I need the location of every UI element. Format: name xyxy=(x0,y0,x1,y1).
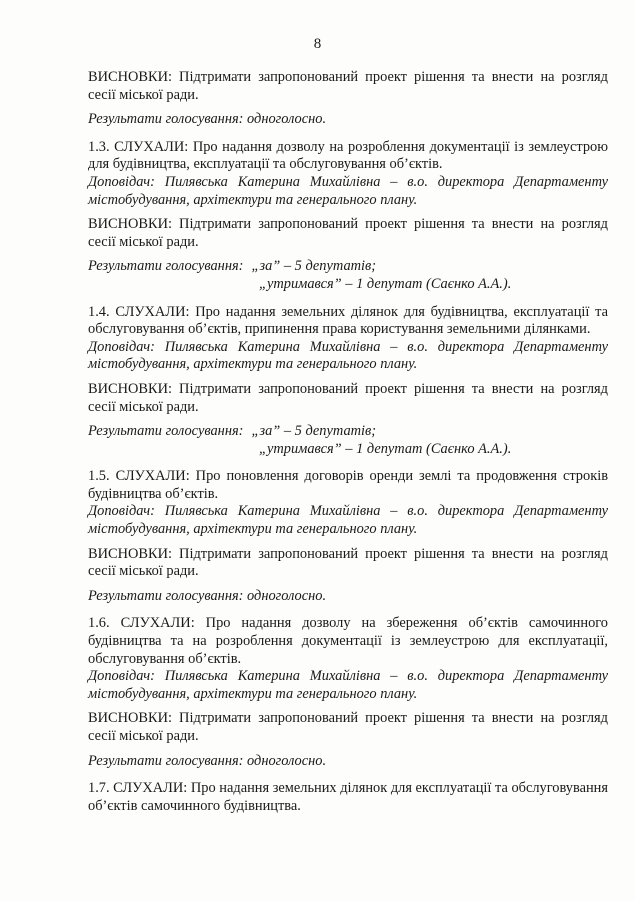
vote-result: Результати голосування: одноголосно. xyxy=(88,111,327,128)
speaker-text: Доповідач: Пилявська Катерина Михайлівна – в.о. директора Департаменту містобудування, архітектури та генерального плану. xyxy=(88,503,608,538)
heard-item-1-7: 1.7. СЛУХАЛИ: Про надання земельних ділянок для експлуатації та обслуговування об’єктів самочинного будівництва. xyxy=(88,780,608,814)
speaker-text: Доповідач: Пилявська Катерина Михайлівна – в.о. директора Департаменту містобудування, архітектури та генерального плану. xyxy=(88,173,608,208)
conclusion-text: ВИСНОВКИ: Підтримати запропонований проект рішення та внести на розгляд сесії міської ради. xyxy=(88,380,608,415)
conclusion-text: ВИСНОВКИ: Підтримати запропонований проект рішення та внести на розгляд сесії міської ради. xyxy=(88,710,608,744)
vote-abstain: „утримався” – 1 депутат (Саєнко А.А.). xyxy=(259,440,512,457)
vote-result xyxy=(88,423,608,441)
document-body xyxy=(88,69,608,815)
vote-for: „за” – 5 депутатів; xyxy=(251,258,377,275)
vote-label: Результати голосування: xyxy=(88,258,244,275)
page-number: 8 xyxy=(313,36,322,52)
speaker-text: Доповідач: Пилявська Катерина Михайлівна – в.о. директора Департаменту містобудування, архітектури та генерального плану. xyxy=(88,338,608,373)
vote-values xyxy=(243,258,376,276)
vote-values-second xyxy=(88,276,608,294)
conclusion-text: ВИСНОВКИ: Підтримати запропонований проект рішення та внести на розгляд сесії міської ради. xyxy=(88,545,608,580)
conclusion-text: ВИСНОВКИ: Підтримати запропонований проект рішення та внести на розгляд сесії міської ради. xyxy=(88,216,608,250)
vote-abstain: „утримався” – 1 депутат (Саєнко А.А.). xyxy=(259,275,512,292)
vote-result: Результати голосування: одноголосно. xyxy=(88,752,327,769)
vote-values xyxy=(243,423,376,441)
vote-for: „за” – 5 депутатів; xyxy=(251,423,377,440)
vote-values-second xyxy=(88,441,608,459)
speaker-text: Доповідач: Пилявська Катерина Михайлівна – в.о. директора Департаменту містобудування, архітектури та генерального плану. xyxy=(88,668,608,702)
vote-result xyxy=(88,258,608,276)
vote-result: Результати голосування: одноголосно. xyxy=(88,587,327,604)
heard-item-1-6: 1.6. СЛУХАЛИ: Про надання дозволу на збереження об’єктів самочинного будівництва та на розроблення документації із землеустрою для експлуатації, обслуговування об’єктів. xyxy=(88,615,608,667)
heard-item-1-5: 1.5. СЛУХАЛИ: Про поновлення договорів оренди землі та продовження строків будівництва об’єктів. xyxy=(88,468,608,502)
heard-item-1-4: 1.4. СЛУХАЛИ: Про надання земельних ділянок для будівництва, експлуатації та обслуговування об’єктів, припинення права користування земельними ділянками. xyxy=(88,303,608,338)
conclusion-text: ВИСНОВКИ: Підтримати запропонований проект рішення та внести на розгляд сесії міської ради. xyxy=(88,69,608,103)
vote-label: Результати голосування: xyxy=(88,423,244,440)
heard-item-1-3: 1.3. СЛУХАЛИ: Про надання дозволу на розроблення документації із землеустрою для будівництва, експлуатації та обслуговування об’єктів. xyxy=(88,138,608,173)
